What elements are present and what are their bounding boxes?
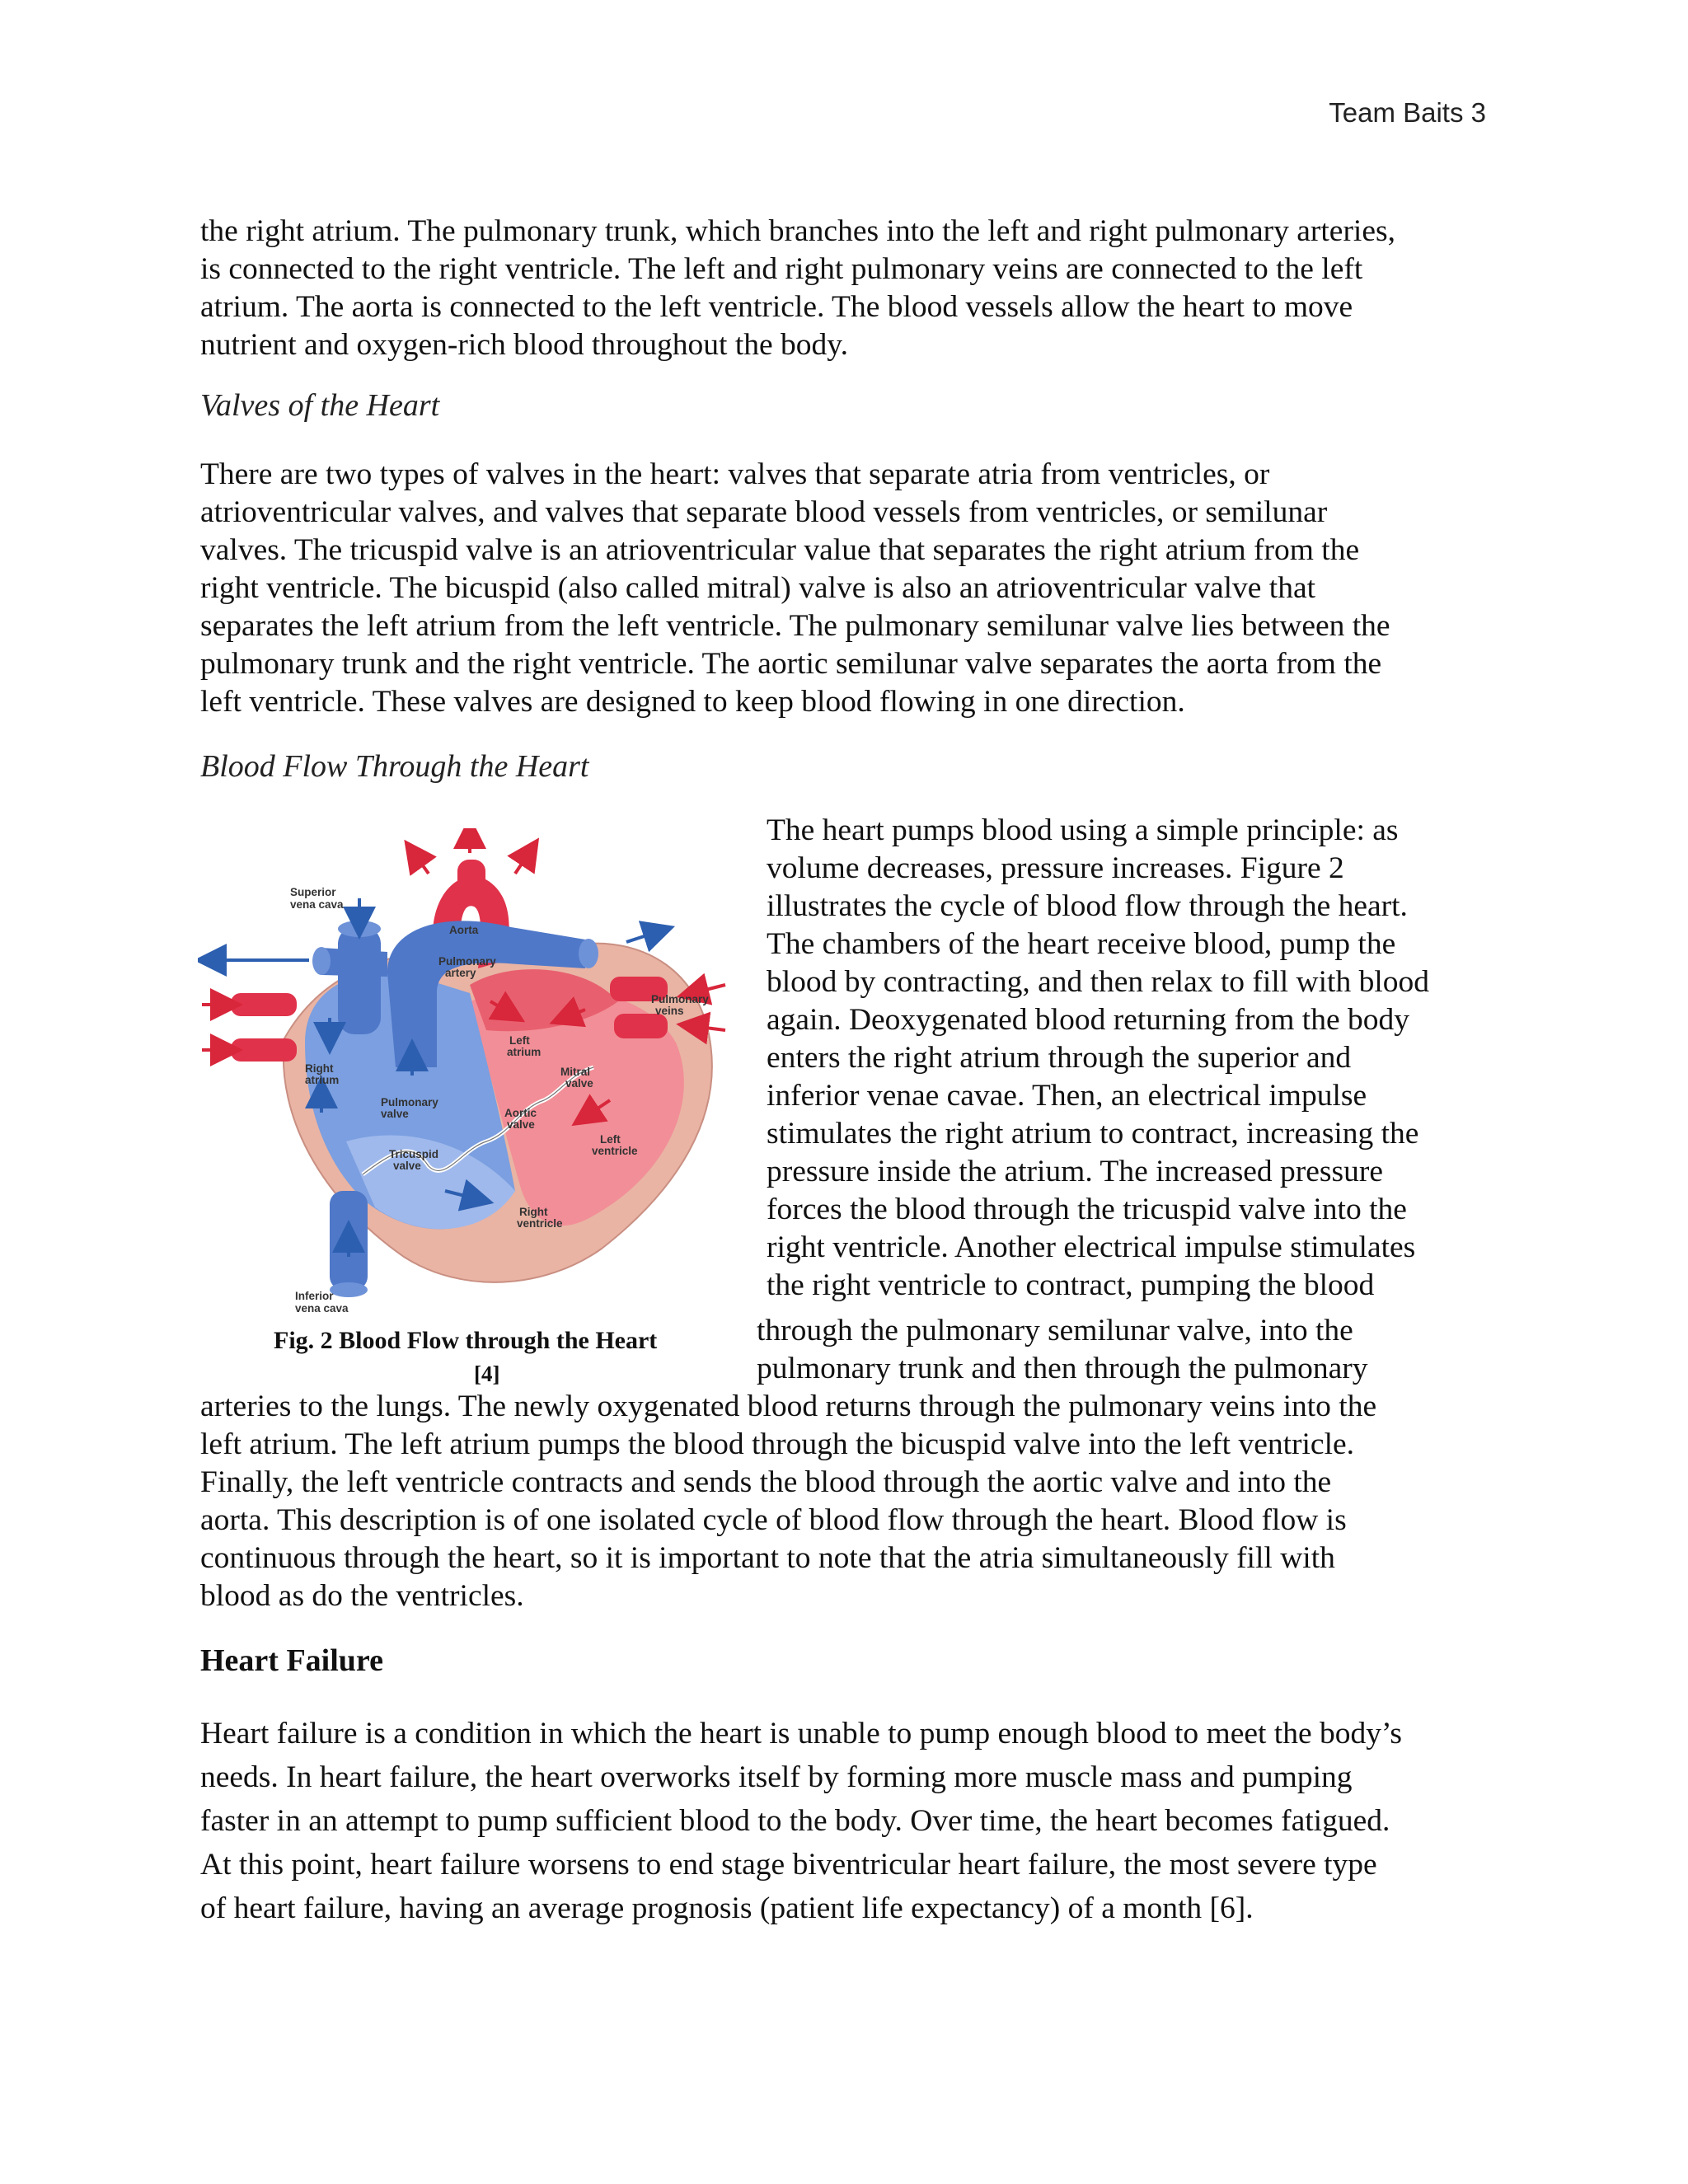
figure-caption: Fig. 2 Blood Flow through the Heart <box>274 1327 658 1354</box>
text-line: the right atrium. The pulmonary trunk, which branches into the left and right pulmonary arteries, <box>200 214 1395 248</box>
text-line: the right ventricle to contract, pumping the blood <box>767 1268 1375 1302</box>
text-line: needs. In heart failure, the heart overworks itself by forming more muscle mass and pumping <box>200 1760 1353 1794</box>
label-aorta: Aorta <box>449 924 479 936</box>
label-superior-vena-cava: Superior <box>290 886 336 898</box>
text-line: again. Deoxygenated blood returning from the body <box>767 1003 1409 1037</box>
text-line: faster in an attempt to pump sufficient blood to the body. Over time, the heart becomes fatigued. <box>200 1804 1390 1838</box>
inferior-vena-cava-end <box>330 1282 368 1297</box>
text-line: stimulates the right atrium to contract, increasing the <box>767 1117 1419 1151</box>
aorta-branch <box>457 860 485 897</box>
text-line: inferior venae cavae. Then, an electrical impulse <box>767 1079 1367 1113</box>
label-pulmonary-valve: valve <box>381 1108 409 1120</box>
text-line: left ventricle. These valves are designed to keep blood flowing in one direction. <box>200 685 1185 719</box>
text-line: right ventricle. The bicuspid (also called mitral) valve is also an atrioventricular valve that <box>200 571 1316 605</box>
pulmonary-vein-left-1 <box>231 993 297 1016</box>
label-left-ventricle: ventricle <box>592 1145 638 1157</box>
text-line: right ventricle. Another electrical impulse stimulates <box>767 1230 1416 1264</box>
label-mitral-valve: Mitral <box>560 1066 591 1078</box>
arrow-aorta-left <box>414 853 429 874</box>
text-line: blood as do the ventricles. <box>200 1579 524 1613</box>
text-line: is connected to the right ventricle. The left and right pulmonary veins are connected to the left <box>200 252 1363 286</box>
label-right-ventricle: Right <box>519 1206 548 1218</box>
label-inferior-vena-cava: Inferior <box>295 1290 334 1302</box>
label-pulmonary-veins: veins <box>655 1005 684 1017</box>
label-right-atrium: Right <box>305 1062 334 1075</box>
heading-heart-failure: Heart Failure <box>200 1643 383 1678</box>
text-line: separates the left atrium from the left ventricle. The pulmonary semilunar valve lies between the <box>200 609 1390 643</box>
paragraph-valves <box>200 456 1390 721</box>
paragraph-vessels <box>200 213 1395 364</box>
figure-citation: [4] <box>474 1361 500 1386</box>
text-line: volume decreases, pressure increases. Figure 2 <box>767 851 1344 885</box>
label-inferior-vena-cava: vena cava <box>295 1302 349 1315</box>
pulmonary-artery-end <box>579 939 598 968</box>
text-line: arteries to the lungs. The newly oxygenated blood returns through the pulmonary veins into the <box>200 1390 1377 1423</box>
text-line: aorta. This description is of one isolated cycle of blood flow through the heart. Blood flow is <box>200 1503 1347 1537</box>
paragraph-heart-failure <box>200 1712 1402 1930</box>
label-tricuspid-valve: valve <box>393 1160 421 1172</box>
text-line: At this point, heart failure worsens to end stage biventricular heart failure, the most severe type <box>200 1848 1377 1882</box>
pulmonary-vein-left-2 <box>231 1038 297 1062</box>
text-line: blood by contracting, and then relax to fill with blood <box>767 965 1429 999</box>
text-line: illustrates the cycle of blood flow through the heart. <box>767 889 1408 923</box>
text-line: enters the right atrium through the superior and <box>767 1041 1352 1075</box>
label-tricuspid-valve: Tricuspid <box>389 1148 439 1160</box>
pulmonary-vein-right-2 <box>614 1014 668 1038</box>
text-line: forces the blood through the tricuspid valve into the <box>767 1193 1407 1226</box>
label-aortic-valve: valve <box>507 1118 535 1131</box>
running-head: Team Baits 3 <box>1329 97 1486 128</box>
arrow-aorta-right <box>515 851 530 874</box>
heading-blood-flow: Blood Flow Through the Heart <box>200 749 589 784</box>
text-line: Finally, the left ventricle contracts and sends the blood through the aortic valve and into the <box>200 1465 1332 1499</box>
label-aortic-valve: Aortic <box>504 1107 537 1119</box>
text-line: nutrient and oxygen-rich blood throughout the body. <box>200 328 848 362</box>
text-line: continuous through the heart, so it is important to note that the atria simultaneously fill with <box>200 1541 1335 1575</box>
paragraph-blood-flow-side <box>767 812 1429 1305</box>
text-line: of heart failure, having an average prognosis (patient life expectancy) of a month [6]. <box>200 1891 1254 1925</box>
text-line: The heart pumps blood using a simple principle: as <box>767 813 1399 847</box>
label-superior-vena-cava: vena cava <box>290 898 344 911</box>
paragraph-blood-flow-caption-side <box>757 1312 1368 1388</box>
text-line: atrium. The aorta is connected to the left ventricle. The blood vessels allow the heart to move <box>200 290 1353 324</box>
text-line: The chambers of the heart receive blood, pump the <box>767 927 1396 961</box>
label-pulmonary-artery: artery <box>445 967 476 979</box>
label-left-atrium: Left <box>509 1034 530 1047</box>
text-line: There are two types of valves in the heart: valves that separate atria from ventricles, or <box>200 457 1270 491</box>
label-right-ventricle: ventricle <box>517 1217 563 1230</box>
text-line: valves. The tricuspid valve is an atrioventricular value that separates the right atrium from the <box>200 533 1360 567</box>
text-line: through the pulmonary semilunar valve, into the <box>757 1314 1353 1347</box>
arrow-pv-right-1 <box>692 985 725 993</box>
text-line: Heart failure is a condition in which the heart is unable to pump enough blood to meet the body’s <box>200 1717 1402 1750</box>
label-pulmonary-artery: Pulmonary <box>438 955 496 968</box>
text-line: pressure inside the atrium. The increased pressure <box>767 1155 1384 1188</box>
label-pulmonary-veins: Pulmonary <box>651 993 709 1005</box>
label-pulmonary-valve: Pulmonary <box>381 1096 438 1108</box>
label-left-atrium: atrium <box>507 1046 542 1058</box>
text-line: pulmonary trunk and the right ventricle. The aortic semilunar valve separates the aorta from the <box>200 647 1382 681</box>
label-mitral-valve: valve <box>565 1077 593 1090</box>
paragraph-blood-flow-full <box>200 1388 1376 1615</box>
label-right-atrium: atrium <box>305 1074 340 1086</box>
pulmonary-artery-left-end <box>312 947 331 975</box>
text-line: pulmonary trunk and then through the pulmonary <box>757 1352 1368 1385</box>
text-line: left atrium. The left atrium pumps the blood through the bicuspid valve into the left ventricle. <box>200 1427 1355 1461</box>
arrow-pulm-right <box>626 931 659 942</box>
label-left-ventricle: Left <box>600 1133 621 1146</box>
text-line: atrioventricular valves, and valves that separate blood vessels from ventricles, or semilunar <box>200 495 1328 529</box>
superior-vena-cava-vessel <box>338 927 381 1034</box>
heading-valves: Valves of the Heart <box>200 388 440 423</box>
heart-diagram <box>198 828 750 1323</box>
